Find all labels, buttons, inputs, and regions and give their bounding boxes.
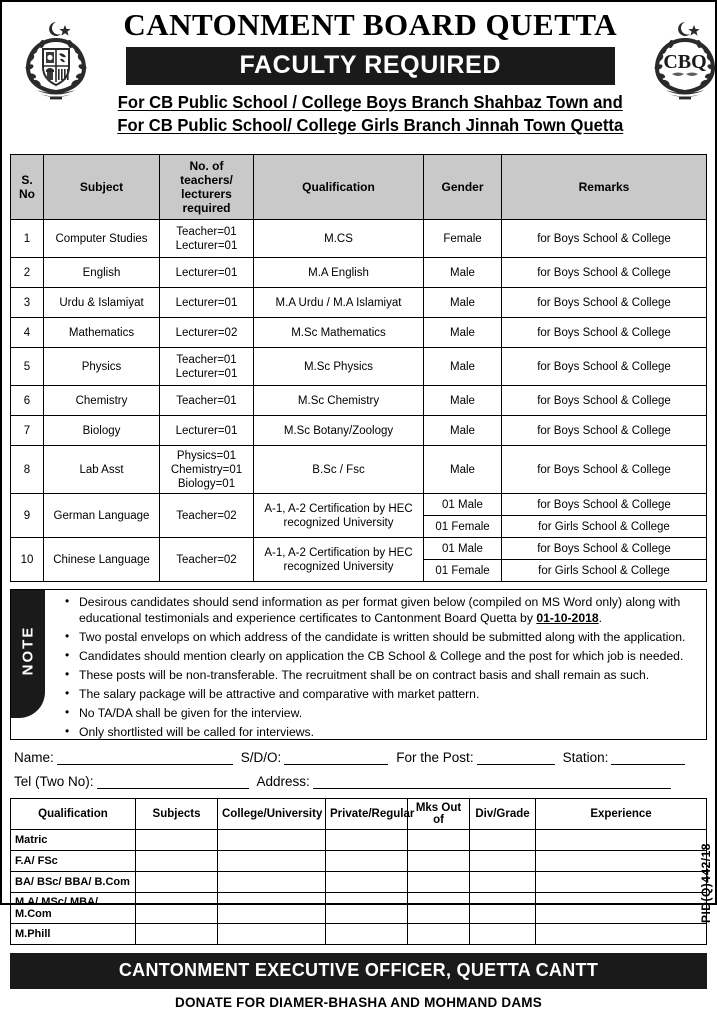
table-row bbox=[11, 386, 707, 416]
cell-subject: Lab Asst bbox=[44, 446, 160, 494]
faculty-required-banner: FACULTY REQUIRED bbox=[126, 47, 615, 85]
page-title: CANTONMENT BOARD QUETTA bbox=[123, 7, 618, 42]
qcol-div-grade: Div/Grade bbox=[470, 799, 536, 830]
cell-remarks-boys: for Boys School & College bbox=[502, 538, 707, 560]
subtitle-line-2: For CB Public School/ College Girls Branch Jinnah Town Quetta bbox=[117, 115, 624, 135]
note-label: NOTE bbox=[19, 625, 37, 676]
cell-gender-female: 01 Female bbox=[424, 560, 502, 582]
cell-qualification: M.Sc Chemistry bbox=[254, 386, 424, 416]
col-gender: Gender bbox=[424, 155, 502, 220]
cell-count: Lecturer=02 bbox=[160, 318, 254, 348]
cell-subject: English bbox=[44, 258, 160, 288]
header-center bbox=[102, 6, 639, 137]
qual-cell-div-grade[interactable] bbox=[470, 872, 536, 893]
cell-remarks: for Boys School & College bbox=[502, 386, 707, 416]
cell-qualification: M.Sc Physics bbox=[254, 348, 424, 386]
col-sno: S. No bbox=[11, 155, 44, 220]
qual-cell-experience[interactable] bbox=[536, 893, 707, 924]
qualification-form-table bbox=[10, 798, 707, 945]
cell-sno: 6 bbox=[11, 386, 44, 416]
table-row bbox=[11, 538, 707, 560]
cell-sno: 3 bbox=[11, 288, 44, 318]
qual-cell-marks[interactable] bbox=[408, 924, 470, 945]
cell-gender: Male bbox=[424, 446, 502, 494]
qual-cell-college[interactable] bbox=[218, 872, 326, 893]
qual-cell-div-grade[interactable] bbox=[470, 893, 536, 924]
qual-row bbox=[11, 924, 707, 945]
table-header-row bbox=[11, 155, 707, 220]
table-row bbox=[11, 348, 707, 386]
cell-qualification: M.Sc Botany/Zoology bbox=[254, 416, 424, 446]
qual-header-row bbox=[11, 799, 707, 830]
cell-sno: 2 bbox=[11, 258, 44, 288]
vacancies-table bbox=[10, 154, 707, 582]
applicant-form-lines bbox=[10, 750, 707, 789]
cbq-logo-text: CBQ bbox=[662, 51, 707, 73]
note-tab bbox=[11, 590, 45, 718]
qual-cell-college[interactable] bbox=[218, 893, 326, 924]
cell-remarks: for Boys School & College bbox=[502, 446, 707, 494]
cell-remarks-girls: for Girls School & College bbox=[502, 560, 707, 582]
cell-subject: Chinese Language bbox=[44, 538, 160, 582]
qual-cell-subjects[interactable] bbox=[136, 872, 218, 893]
qual-row-label: F.A/ FSc bbox=[11, 851, 136, 872]
header bbox=[10, 6, 707, 154]
subtitle-line-1: For CB Public School / College Boys Branch Shahbaz Town and bbox=[117, 92, 623, 112]
cell-qualification: M.A English bbox=[254, 258, 424, 288]
qual-cell-experience[interactable] bbox=[536, 924, 707, 945]
cell-qualification: M.CS bbox=[254, 220, 424, 258]
qual-cell-marks[interactable] bbox=[408, 872, 470, 893]
cell-subject: Physics bbox=[44, 348, 160, 386]
cell-count: Teacher=02 bbox=[160, 494, 254, 538]
qual-cell-subjects[interactable] bbox=[136, 830, 218, 851]
cell-gender: Male bbox=[424, 318, 502, 348]
cell-sno: 5 bbox=[11, 348, 44, 386]
note-bullet: • No TA/DA shall be given for the interview. bbox=[65, 706, 700, 722]
cell-count: Lecturer=01 bbox=[160, 258, 254, 288]
cell-subject: Chemistry bbox=[44, 386, 160, 416]
cell-count: Lecturer=01 bbox=[160, 416, 254, 446]
cell-count: Physics=01 Chemistry=01 Biology=01 bbox=[160, 446, 254, 494]
cell-subject: Computer Studies bbox=[44, 220, 160, 258]
cell-remarks-boys: for Boys School & College bbox=[502, 494, 707, 516]
note-bullet: • Two postal envelops on which address of the candidate is written should be submitted along with the application. bbox=[65, 630, 700, 646]
cell-gender: Male bbox=[424, 386, 502, 416]
cell-count: Teacher=01 Lecturer=01 bbox=[160, 348, 254, 386]
qual-row-label: Matric bbox=[11, 830, 136, 851]
station-input-rule[interactable] bbox=[611, 754, 685, 765]
cell-remarks: for Boys School & College bbox=[502, 348, 707, 386]
qual-cell-div-grade[interactable] bbox=[470, 830, 536, 851]
tel-label: Tel (Two No): bbox=[14, 774, 94, 789]
form-row-2 bbox=[14, 774, 703, 789]
sdo-label: S/D/O: bbox=[240, 750, 282, 765]
note-bullet: • Desirous candidates should send information as per format given below (compiled on MS Word only) along with educational testimonials and experience certificates to Cantonment Board Quetta by 01-10-2018. bbox=[65, 595, 700, 626]
cell-count: Teacher=01 bbox=[160, 386, 254, 416]
cell-sno: 9 bbox=[11, 494, 44, 538]
cell-sno: 8 bbox=[11, 446, 44, 494]
qual-cell-experience[interactable] bbox=[536, 851, 707, 872]
cell-subject: German Language bbox=[44, 494, 160, 538]
note-bullet: • The salary package will be attractive and comparative with market pattern. bbox=[65, 687, 700, 703]
cell-gender: Male bbox=[424, 288, 502, 318]
qual-cell-college[interactable] bbox=[218, 830, 326, 851]
qcol-marks: Mks Out of bbox=[408, 799, 470, 830]
qual-cell-subjects[interactable] bbox=[136, 893, 218, 924]
post-input-rule[interactable] bbox=[477, 754, 555, 765]
cell-qualification: A-1, A-2 Certification by HEC recognized University bbox=[254, 494, 424, 538]
cell-remarks: for Boys School & College bbox=[502, 416, 707, 446]
col-qualification: Qualification bbox=[254, 155, 424, 220]
cell-remarks: for Boys School & College bbox=[502, 318, 707, 348]
qual-cell-subjects[interactable] bbox=[136, 851, 218, 872]
qual-row bbox=[11, 830, 707, 851]
cell-remarks: for Boys School & College bbox=[502, 288, 707, 318]
cbq-logo-icon bbox=[639, 6, 717, 98]
qual-cell-experience[interactable] bbox=[536, 872, 707, 893]
cell-qualification: B.Sc / Fsc bbox=[254, 446, 424, 494]
note-bullet: • Candidates should mention clearly on application the CB School & College and the post for which job is needed. bbox=[65, 649, 700, 665]
col-subject: Subject bbox=[44, 155, 160, 220]
table-row bbox=[11, 318, 707, 348]
cell-remarks: for Boys School & College bbox=[502, 220, 707, 258]
qual-cell-marks[interactable] bbox=[408, 893, 470, 924]
cell-qualification: A-1, A-2 Certification by HEC recognized University bbox=[254, 538, 424, 582]
table-row bbox=[11, 416, 707, 446]
station-label: Station: bbox=[562, 750, 609, 765]
cell-qualification: M.Sc Mathematics bbox=[254, 318, 424, 348]
note-bullet: • Only shortlisted will be called for interviews. bbox=[65, 725, 700, 741]
address-label: Address: bbox=[256, 774, 310, 789]
qual-cell-div-grade[interactable] bbox=[470, 851, 536, 872]
qual-cell-subjects[interactable] bbox=[136, 924, 218, 945]
cell-sno: 7 bbox=[11, 416, 44, 446]
table-row bbox=[11, 258, 707, 288]
qual-cell-private-regular[interactable] bbox=[326, 830, 408, 851]
cell-sno: 4 bbox=[11, 318, 44, 348]
deadline-date: 01-10-2018 bbox=[536, 610, 599, 625]
pid-number: PID(Q)442/18 bbox=[699, 843, 713, 924]
qual-cell-private-regular[interactable] bbox=[326, 924, 408, 945]
qual-row bbox=[11, 893, 707, 924]
pakistan-state-emblem-icon bbox=[10, 6, 102, 98]
cell-gender: Male bbox=[424, 258, 502, 288]
donate-message: DONATE FOR DIAMER-BHASHA AND MOHMAND DAMS bbox=[175, 995, 542, 1010]
cell-gender: Male bbox=[424, 348, 502, 386]
cell-count: Teacher=01 Lecturer=01 bbox=[160, 220, 254, 258]
cell-sno: 1 bbox=[11, 220, 44, 258]
qual-cell-div-grade[interactable] bbox=[470, 924, 536, 945]
qual-cell-marks[interactable] bbox=[408, 830, 470, 851]
cell-remarks: for Boys School & College bbox=[502, 258, 707, 288]
table-row bbox=[11, 288, 707, 318]
sdo-input-rule[interactable] bbox=[284, 754, 388, 765]
qual-cell-marks[interactable] bbox=[408, 851, 470, 872]
cell-gender-female: 01 Female bbox=[424, 516, 502, 538]
address-input-rule[interactable] bbox=[313, 778, 671, 789]
cell-count: Teacher=02 bbox=[160, 538, 254, 582]
cell-remarks-girls: for Girls School & College bbox=[502, 516, 707, 538]
qual-row-label: M.Phill bbox=[11, 924, 136, 945]
table-row bbox=[11, 220, 707, 258]
cell-gender-male: 01 Male bbox=[424, 538, 502, 560]
qcol-subjects: Subjects bbox=[136, 799, 218, 830]
table-row bbox=[11, 446, 707, 494]
name-label: Name: bbox=[14, 750, 54, 765]
qcol-college: College/University bbox=[218, 799, 326, 830]
cell-subject: Urdu & Islamiyat bbox=[44, 288, 160, 318]
cell-count: Lecturer=01 bbox=[160, 288, 254, 318]
qual-cell-college[interactable] bbox=[218, 924, 326, 945]
table-row bbox=[11, 494, 707, 516]
cell-gender: Male bbox=[424, 416, 502, 446]
form-row-1 bbox=[14, 750, 703, 765]
cell-gender: Female bbox=[424, 220, 502, 258]
qual-row bbox=[11, 872, 707, 893]
qual-cell-private-regular[interactable] bbox=[326, 851, 408, 872]
qual-cell-college[interactable] bbox=[218, 851, 326, 872]
cell-gender-male: 01 Male bbox=[424, 494, 502, 516]
note-box bbox=[10, 589, 707, 740]
tel-input-rule[interactable] bbox=[97, 778, 249, 789]
qual-cell-private-regular[interactable] bbox=[326, 893, 408, 924]
cell-qualification: M.A Urdu / M.A Islamiyat bbox=[254, 288, 424, 318]
qual-cell-private-regular[interactable] bbox=[326, 872, 408, 893]
col-remarks: Remarks bbox=[502, 155, 707, 220]
qual-row bbox=[11, 851, 707, 872]
qcol-qualification: Qualification bbox=[11, 799, 136, 830]
cell-subject: Mathematics bbox=[44, 318, 160, 348]
name-input-rule[interactable] bbox=[57, 754, 233, 765]
note-bullet: • These posts will be non-transferable. The recruitment shall be on contract basis and shall remain as such. bbox=[65, 668, 700, 684]
qcol-experience: Experience bbox=[536, 799, 707, 830]
cell-subject: Biology bbox=[44, 416, 160, 446]
post-label: For the Post: bbox=[396, 750, 474, 765]
qual-cell-experience[interactable] bbox=[536, 830, 707, 851]
cell-sno: 10 bbox=[11, 538, 44, 582]
note-bullet-text: Desirous candidates should send information as per format given below (compiled on MS Word only) along with educational testimonials and experience certificates to Cantonment Board Quetta by bbox=[79, 595, 681, 625]
qual-row-label: BA/ BSc/ BBA/ B.Com bbox=[11, 872, 136, 893]
qcol-private-regular: Private/Regular bbox=[326, 799, 408, 830]
ceo-signature-bar: CANTONMENT EXECUTIVE OFFICER, QUETTA CANTT bbox=[10, 953, 707, 989]
note-bullet-list bbox=[53, 590, 706, 740]
col-count: No. of teachers/ lecturers required bbox=[160, 155, 254, 220]
qual-row-label: M.A/ MSc/ MBA/ M.Com bbox=[11, 893, 136, 924]
